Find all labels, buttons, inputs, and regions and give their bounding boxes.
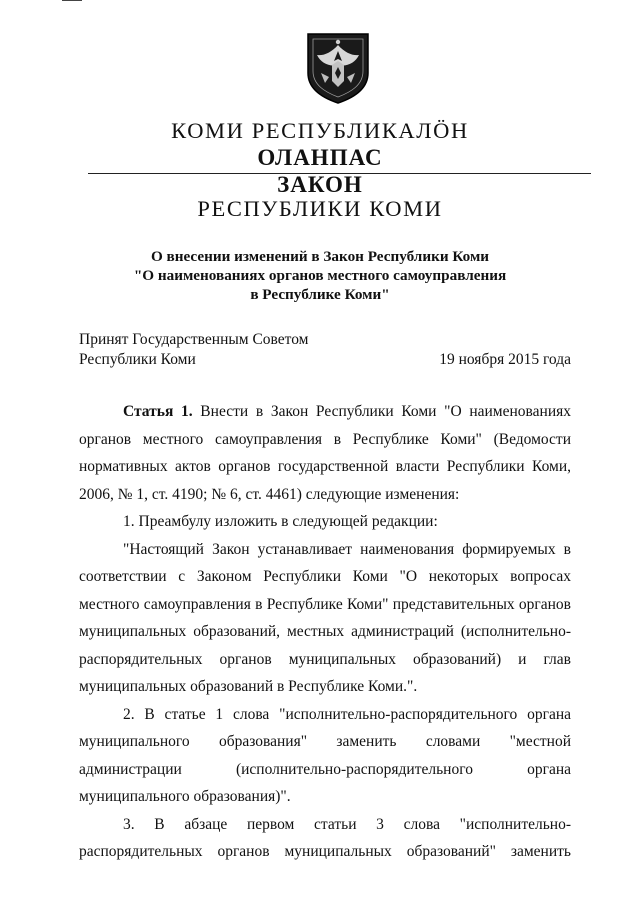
header-komi-law: ОЛАНПАС (257, 145, 383, 170)
header-law: ЗАКОН (277, 172, 363, 197)
adoption-line: Республики Коми (79, 351, 196, 368)
item-2: 2. В статье 1 слова "исполнительно-распорядительного органа муниципального образования" заменить словами "местной администрации (исполнительно-распорядительного органа муниципального образования)". (79, 705, 571, 805)
law-title-line: О внесении изменений в Закон Республики Коми (150, 248, 490, 265)
scan-mark (62, 0, 82, 1)
law-title-line: "О наименованиях органов местного самоуправления (133, 267, 507, 284)
article-text: Внести в Закон Республики Коми "О наименованиях органов местного самоуправления в Республике Коми" (Ведомости нормативных актов органов государственной власти Республики Коми, 2006, № 1, ст. 4190; № 6, ст. 4461) следующие изменения: (79, 403, 571, 503)
law-body (79, 398, 571, 866)
adoption-date: 19 ноября 2015 года (439, 351, 571, 368)
header-republic: РЕСПУБЛИКИ КОМИ (197, 196, 443, 221)
law-title-line: в Республике Коми" (250, 286, 390, 303)
article-label: Статья 1. (123, 403, 193, 420)
item-3: 3. В абзаце первом статьи 3 слова "исполнительно-распорядительных органов муниципальных образований" заменить (79, 815, 571, 860)
adoption-body (79, 330, 309, 370)
adoption-line: Принят Государственным Советом (79, 331, 309, 348)
article-1-paragraph (79, 398, 571, 508)
item-1: 1. Преамбулу изложить в следующей редакции: (123, 513, 438, 530)
header-komi-republic: КОМИ РЕСПУБЛИКАЛӦН (171, 118, 469, 143)
komi-coat-of-arms-icon (305, 31, 371, 105)
preamble-quote: "Настоящий Закон устанавливает наименования формируемых в соответствии с Законом Республики Коми "О некоторых вопросах местного самоуправления в Республике Коми" представительных органов муниципальных образований, местных администраций (исполнительно-распорядительных органов муниципальных образований) и глав муниципальных образований в Республике Коми.". (79, 540, 571, 695)
